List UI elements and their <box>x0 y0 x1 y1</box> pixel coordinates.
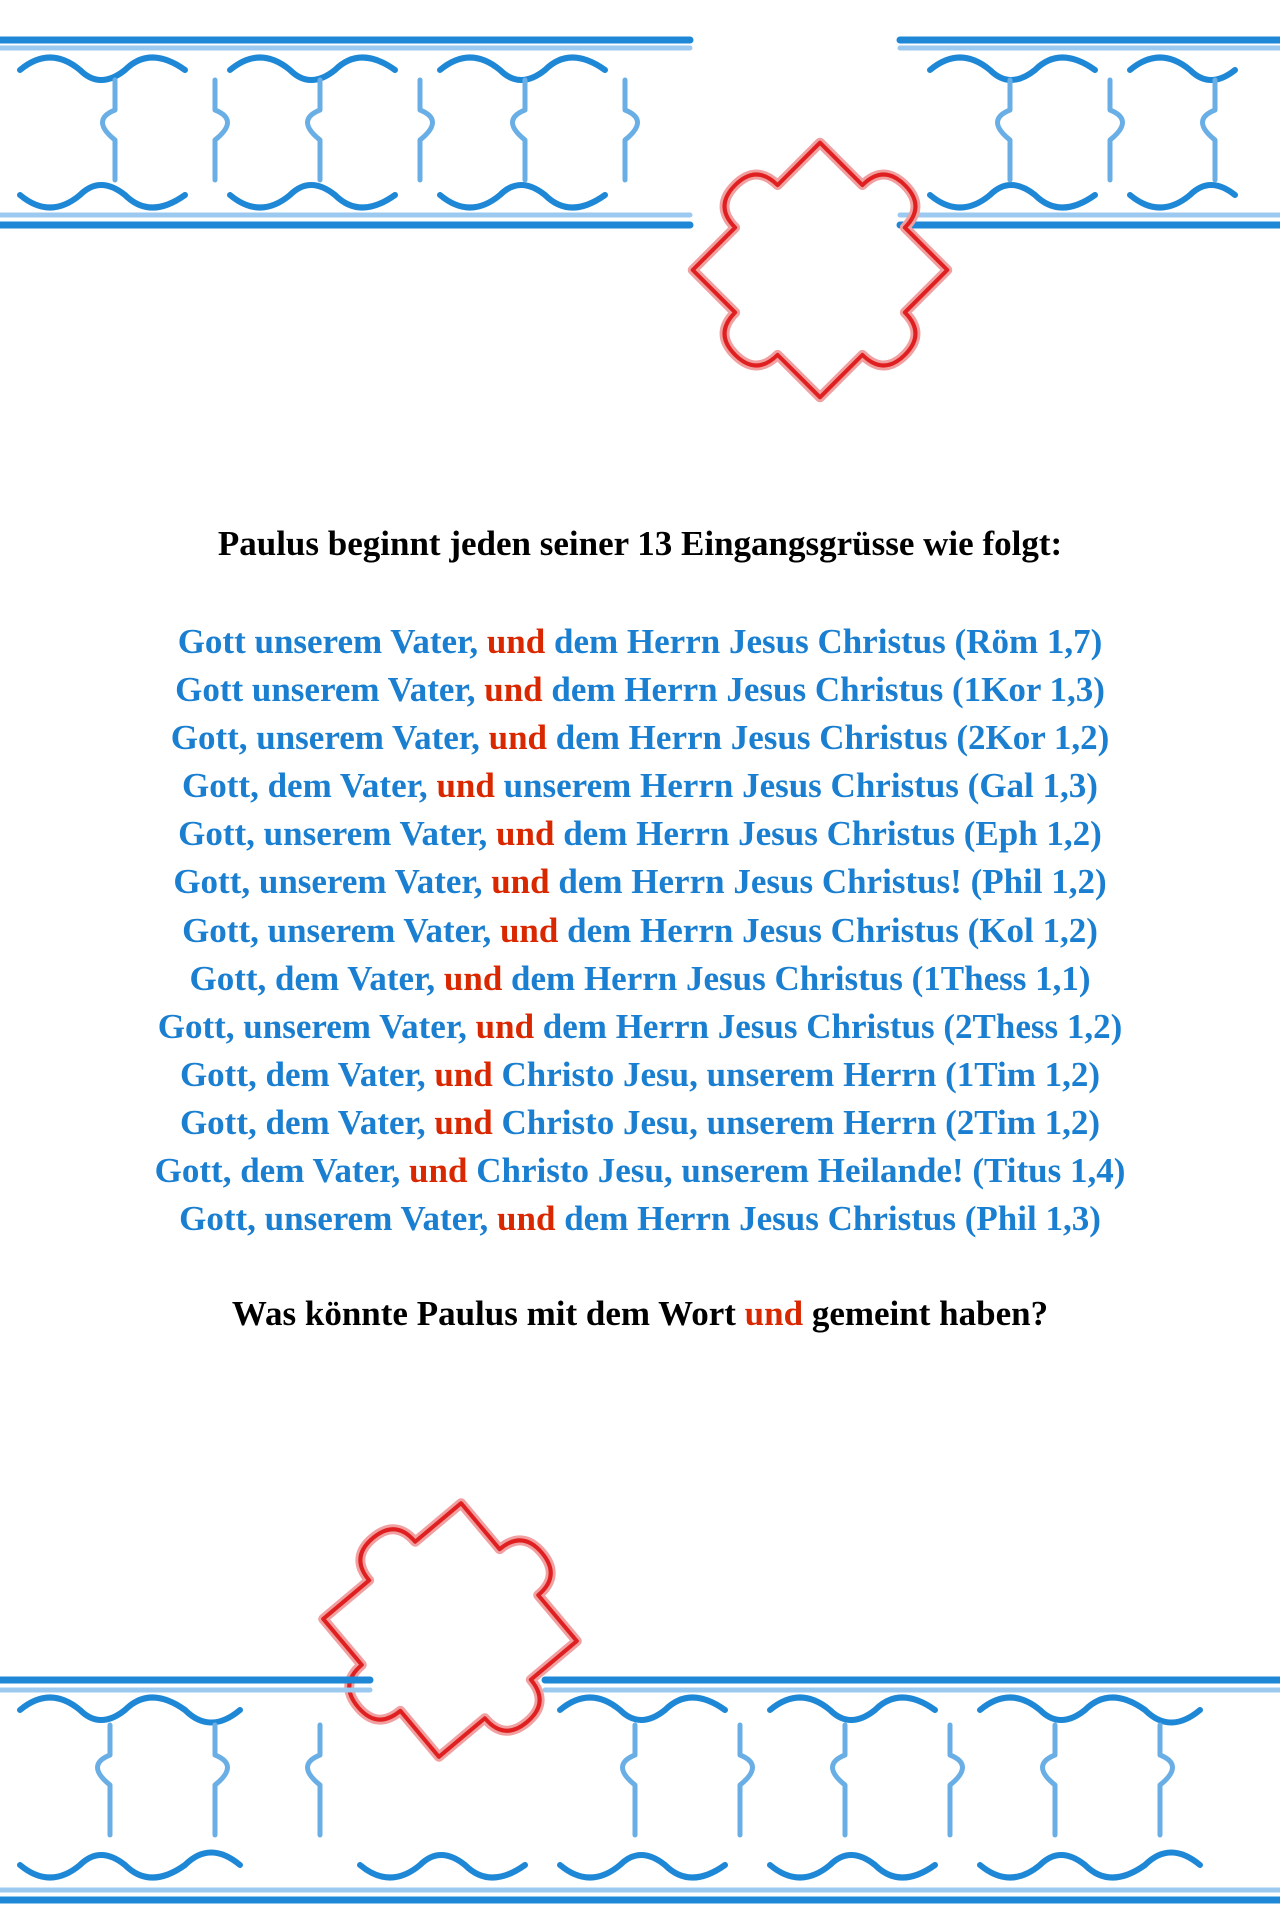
greeting-after: dem Herrn Jesus Christus (1Kor 1,3) <box>542 670 1105 710</box>
greeting-line <box>0 810 1280 858</box>
greeting-line <box>0 666 1280 714</box>
greeting-conjunction: und <box>434 1054 493 1094</box>
greeting-before: Gott, unserem Vater, <box>157 1006 476 1046</box>
puzzle-piece-icon <box>650 100 989 439</box>
puzzle-border-bottom <box>0 1455 1280 1920</box>
greeting-before: Gott, dem Vater, <box>189 958 444 998</box>
greeting-after: Christo Jesu, unserem Heilande! (Titus 1,4) <box>467 1151 1126 1191</box>
greeting-conjunction: und <box>484 670 543 710</box>
puzzle-border-icon <box>0 40 1280 440</box>
greeting-after: dem Herrn Jesus Christus (Phil 1,3) <box>555 1199 1101 1239</box>
question-conjunction: und <box>744 1294 804 1334</box>
greeting-line <box>0 618 1280 666</box>
greeting-before: Gott, unserem Vater, <box>173 862 492 902</box>
greeting-after: dem Herrn Jesus Christus (Kol 1,2) <box>558 910 1098 950</box>
puzzle-piece-icon <box>281 1461 619 1799</box>
greeting-line <box>0 858 1280 906</box>
greeting-line <box>0 955 1280 1003</box>
greeting-conjunction: und <box>436 766 495 806</box>
greeting-before: Gott, unserem Vater, <box>182 910 500 950</box>
closing-question <box>0 1290 1280 1338</box>
greeting-conjunction: und <box>434 1102 493 1142</box>
intro-heading: Paulus beginnt jeden seiner 13 Eingangsgrüsse wie folgt: <box>217 524 1063 563</box>
greeting-after: unserem Herrn Jesus Christus (Gal 1,3) <box>494 766 1098 806</box>
greeting-before: Gott, unserem Vater, <box>179 1199 498 1239</box>
document-body <box>0 520 1280 1338</box>
greeting-after: dem Herrn Jesus Christus (Röm 1,7) <box>545 622 1103 661</box>
greeting-line <box>0 762 1280 810</box>
greeting-line <box>0 1147 1280 1195</box>
greeting-before: Gott, dem Vater, <box>179 1054 435 1094</box>
greeting-before: Gott, unserem Vater, <box>170 718 489 758</box>
greeting-line <box>0 1003 1280 1051</box>
greeting-before: Gott, dem Vater, <box>179 1102 435 1142</box>
greeting-conjunction: und <box>488 718 548 758</box>
greeting-conjunction: und <box>496 814 555 854</box>
greeting-list <box>0 618 1280 1243</box>
puzzle-border-icon <box>0 1680 1280 1900</box>
greeting-conjunction: und <box>486 622 546 661</box>
greeting-conjunction: und <box>497 1199 556 1239</box>
greeting-after: dem Herrn Jesus Christus (Eph 1,2) <box>554 814 1102 854</box>
greeting-after: dem Herrn Jesus Christus (2Thess 1,2) <box>534 1006 1123 1046</box>
greeting-after: Christo Jesu, unserem Herrn (2Tim 1,2) <box>492 1102 1101 1142</box>
greeting-conjunction: und <box>491 862 550 902</box>
greeting-line <box>0 1099 1280 1147</box>
greeting-line <box>0 714 1280 762</box>
greeting-after: dem Herrn Jesus Christus! (Phil 1,2) <box>549 862 1107 902</box>
greeting-before: Gott unserem Vater, <box>175 670 485 710</box>
greeting-after: dem Herrn Jesus Christus (2Kor 1,2) <box>547 718 1110 758</box>
greeting-conjunction: und <box>475 1006 535 1046</box>
question-after: gemeint haben? <box>803 1294 1049 1334</box>
greeting-conjunction: und <box>499 910 559 950</box>
greeting-before: Gott, unserem Vater, <box>178 814 497 854</box>
greeting-before: Gott unserem Vater, <box>177 622 487 661</box>
greeting-before: Gott, dem Vater, <box>182 766 437 806</box>
greeting-conjunction: und <box>409 1151 468 1191</box>
question-before: Was könnte Paulus mit dem Wort <box>231 1294 745 1334</box>
greeting-after: Christo Jesu, unserem Herrn (1Tim 1,2) <box>492 1054 1101 1094</box>
greeting-conjunction: und <box>443 958 503 998</box>
greeting-line <box>0 1051 1280 1099</box>
puzzle-border-top <box>0 0 1280 450</box>
greeting-after: dem Herrn Jesus Christus (1Thess 1,1) <box>502 958 1091 998</box>
greeting-line <box>0 1195 1280 1243</box>
greeting-line <box>0 907 1280 955</box>
greeting-before: Gott, dem Vater, <box>154 1151 410 1191</box>
